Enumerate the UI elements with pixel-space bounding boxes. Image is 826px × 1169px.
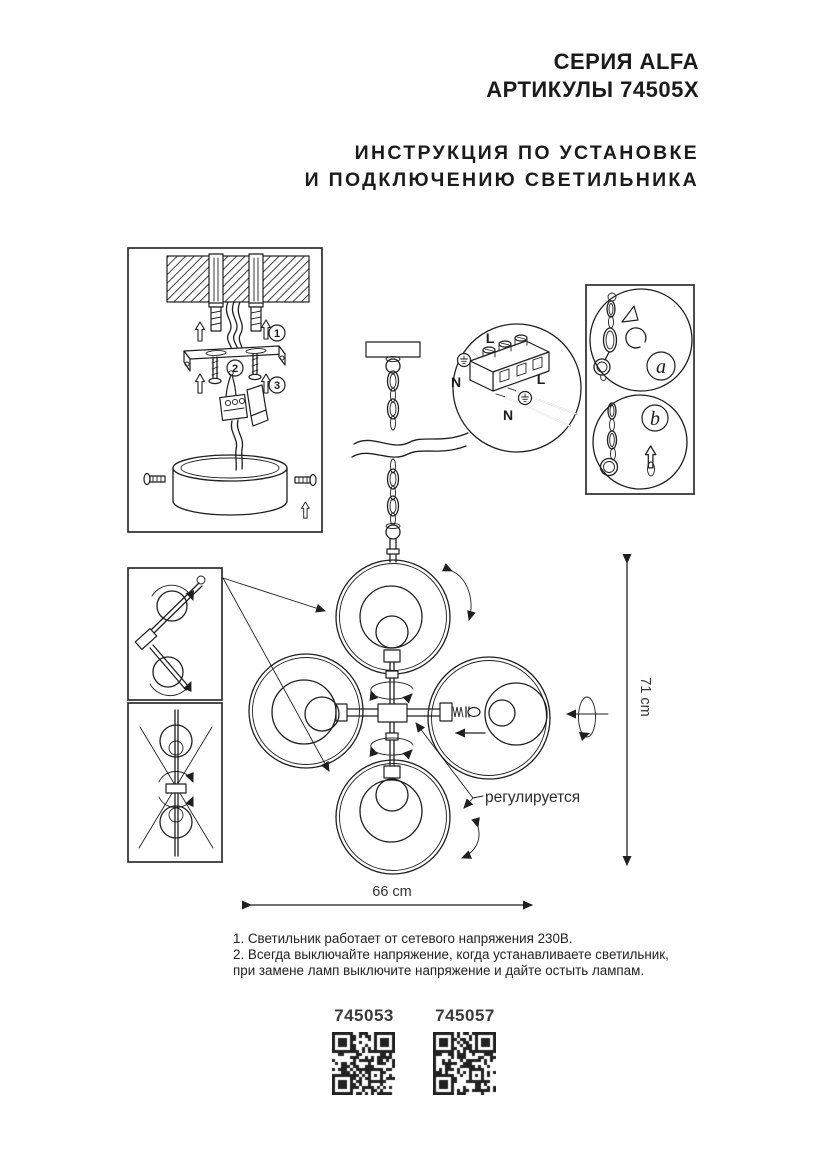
earth-icon xyxy=(458,354,471,367)
qr-code xyxy=(332,1032,395,1095)
swing-arrow xyxy=(452,571,471,620)
step-3-number: 3 xyxy=(273,380,281,392)
step-3-badge xyxy=(269,377,285,393)
bracket-screw xyxy=(249,354,261,380)
qr-label-1: 745053 xyxy=(334,1006,394,1025)
note-line-2: 2. Всегда выключайте напряжение, когда устанавливаете светильник, xyxy=(233,946,669,962)
width-value: 66 cm xyxy=(372,884,412,900)
arrow-up-icon xyxy=(196,374,205,393)
side-screw xyxy=(295,475,316,486)
screw-thread xyxy=(453,707,463,717)
dimension-height xyxy=(627,563,653,865)
instruction-line-1: ИНСТРУКЦИЯ ПО УСТАНОВКЕ xyxy=(354,142,699,164)
rotation-arrow xyxy=(374,750,412,755)
bulb-icon xyxy=(466,707,480,717)
detail-b-label: b xyxy=(650,408,660,430)
bottom-shade xyxy=(336,760,450,874)
qr-code xyxy=(433,1032,496,1095)
wire-label-live: L xyxy=(485,330,495,346)
mounting-diagram xyxy=(128,248,322,532)
ceiling-plate xyxy=(366,342,420,357)
rotation-arrow xyxy=(371,682,413,691)
step-1-badge xyxy=(269,325,285,341)
break-symbol xyxy=(354,433,468,445)
rotation-arrow xyxy=(374,694,412,699)
arrow-up-icon xyxy=(645,446,655,468)
detail-b-circle xyxy=(593,395,687,489)
qr-label-2: 745057 xyxy=(435,1006,495,1025)
anchor-dowel xyxy=(249,303,263,331)
articles-title: АРТИКУЛЫ 74505X xyxy=(486,77,699,102)
detail-box-arm xyxy=(128,568,222,700)
rotation-arrow xyxy=(152,585,193,600)
break-symbol xyxy=(352,446,466,457)
earth-icon xyxy=(519,392,532,405)
adjustable-label: регулируется xyxy=(485,789,581,806)
dimension-width xyxy=(251,884,532,905)
leader-line xyxy=(464,798,473,808)
wire-label-neutral: N xyxy=(450,374,462,390)
ceiling-hatch xyxy=(167,256,309,302)
top-shade xyxy=(336,560,450,674)
arrow-up-icon xyxy=(302,502,310,518)
detail-box-swivel xyxy=(128,703,222,862)
swing-arrow xyxy=(462,827,479,858)
leader-line xyxy=(416,723,483,798)
note-line-1: 1. Светильник работает от сетевого напряжения 230В. xyxy=(233,931,573,946)
instruction-line-2: И ПОДКЛЮЧЕНИЮ СВЕТИЛЬНИКА xyxy=(304,169,699,191)
step-2-number: 2 xyxy=(231,363,239,375)
rotation-indicator xyxy=(567,697,608,741)
detail-a-label: a xyxy=(656,356,666,378)
anchor-dowel xyxy=(209,303,223,331)
ceiling-canopy xyxy=(173,455,287,515)
arrow-up-icon xyxy=(196,322,205,341)
supply-wires xyxy=(226,302,242,353)
chandelier-diagram xyxy=(223,560,608,874)
curved-arrow-icon xyxy=(622,306,638,322)
step-1-number: 1 xyxy=(273,328,281,340)
side-screw xyxy=(144,474,165,485)
step-2-badge xyxy=(227,360,243,376)
wire-label-neutral-2: N xyxy=(502,407,514,423)
detail-a-circle xyxy=(590,289,692,391)
height-value: 71 cm xyxy=(637,677,653,717)
chain-adjustment-panel xyxy=(586,285,694,494)
series-title: СЕРИЯ ALFA xyxy=(553,49,699,74)
rotation-arrow xyxy=(159,772,193,783)
center-hub xyxy=(378,704,407,722)
bracket-screw xyxy=(209,357,221,384)
note-line-3: при замене ламп выключите напряжение и дайте остыть лампам. xyxy=(233,962,645,978)
safety-notes xyxy=(233,931,669,979)
wire-label-live-2: L xyxy=(536,371,546,387)
wiring-diagram xyxy=(451,324,581,452)
